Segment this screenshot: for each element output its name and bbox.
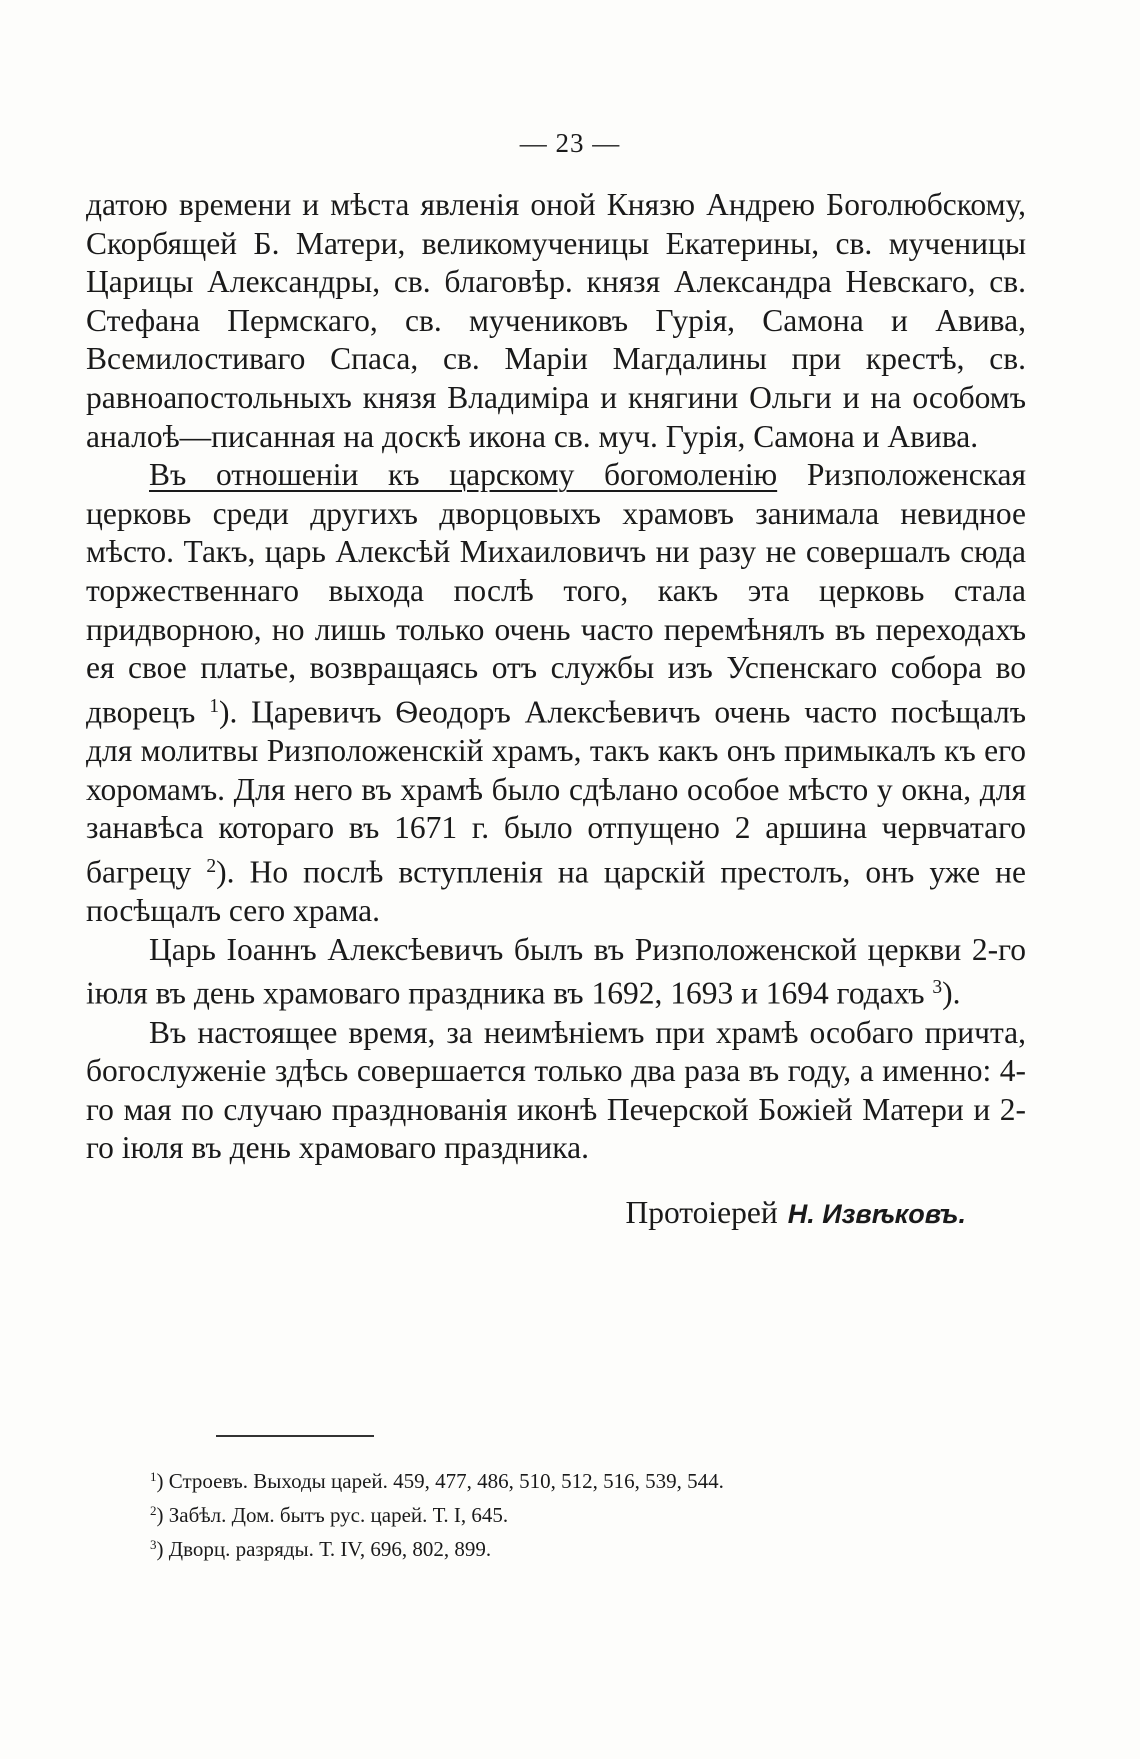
paragraph-4-text: Въ настоящее время, за неимѣніемъ при храмѣ особаго причта, богослуженіе здѣсь совершается только два раза въ году, а именно: 4-го мая по случаю празднованія иконѣ Печерской Божіей Матери и 2-го іюля въ день храмоваго праздника. bbox=[86, 1014, 1026, 1166]
signature bbox=[86, 1194, 1026, 1234]
footnote-mark: 1 bbox=[150, 1469, 157, 1484]
footnote-text: ) Дворц. разряды. Т. IV, 696, 802, 899. bbox=[156, 1537, 492, 1562]
footnote-text: ) Забѣл. Дом. бытъ рус. царей. Т. I, 645. bbox=[156, 1503, 509, 1528]
footnote-mark: 3 bbox=[150, 1537, 157, 1553]
body-text bbox=[86, 186, 1026, 1234]
footnotes bbox=[150, 1462, 1000, 1564]
footnote-3 bbox=[150, 1530, 1000, 1564]
footnote-divider bbox=[216, 1435, 374, 1437]
paragraph-3-text-a: Царь Іоаннъ Алексѣевичъ былъ въ Ризположенской церкви 2-го іюля въ день храмоваго праздника въ 1692, 1693 и 1694 годахъ bbox=[86, 931, 1026, 1012]
footnote-ref-1: 1 bbox=[209, 695, 219, 717]
paragraph-1 bbox=[86, 186, 1026, 456]
paragraph-4 bbox=[86, 1014, 1026, 1168]
footnote-1 bbox=[150, 1462, 1000, 1496]
paragraph-3 bbox=[86, 931, 1026, 1014]
paragraph-2-text-a: Ризположенская церковь среди другихъ дворцовыхъ храмовъ занимала невидное мѣсто. Такъ, царь Алексѣй Михаиловичъ ни разу не совершалъ сюда торжественнаго выхода послѣ того, какъ эта церковь стала придворною, но лишь только очень часто перемѣнялъ въ переходахъ ея свое платье, возвращаясь отъ службы изъ Успенскаго собора во дворецъ bbox=[86, 457, 1026, 730]
paragraph-2-text-b: ). Царевичъ Ѳеодоръ Алексѣевичъ очень часто посѣщалъ для молитвы Ризположенскій храмъ, такъ какъ онъ примыкалъ къ его хоромамъ. Для него въ храмѣ было сдѣлано особое мѣсто у окна, для занавѣса котораго въ 1671 г. было отпущено 2 аршина червчатаго багрецу bbox=[86, 694, 1027, 890]
footnote-ref-3: 3 bbox=[932, 977, 943, 999]
paragraph-2 bbox=[86, 456, 1026, 931]
footnote-mark: 2 bbox=[150, 1503, 157, 1519]
footnote-text: ) Строевъ. Выходы царей. 459, 477, 486, 510, 512, 516, 539, 544. bbox=[156, 1469, 724, 1494]
paragraph-1-text: датою времени и мѣста явленія оной Князю Андрею Боголюбскому, Скорбящей Б. Матери, великомученицы Екатерины, св. мученицы Царицы Александры, св. благовѣр. князя Александра Невскаго, св. Стефана Пермскаго, св. мучениковъ Гурія, Самона и Авива, Всемилостиваго Спаса, св. Маріи Магдалины при крестѣ, св. равноапостольныхъ князя Владиміра и княгини Ольги и на особомъ аналоѣ—писанная на доскѣ икона св. муч. Гурія, Самона и Авива. bbox=[86, 187, 1026, 454]
footnote-ref-2: 2 bbox=[206, 855, 217, 877]
footnote-2 bbox=[150, 1496, 1000, 1530]
page-number: — 23 — bbox=[519, 128, 621, 158]
signature-title: Протоіерей bbox=[625, 1195, 778, 1231]
paragraph-3-text-b: ). bbox=[942, 976, 961, 1012]
underlined-phrase: Въ отношеніи къ царскому богомоленію bbox=[149, 457, 778, 493]
paragraph-2-text-c: ). Но послѣ вступленія на царскій престолъ, онъ уже не посѣщалъ сего храма. bbox=[86, 854, 1026, 929]
signature-name: Н. Извѣковъ. bbox=[787, 1199, 966, 1230]
